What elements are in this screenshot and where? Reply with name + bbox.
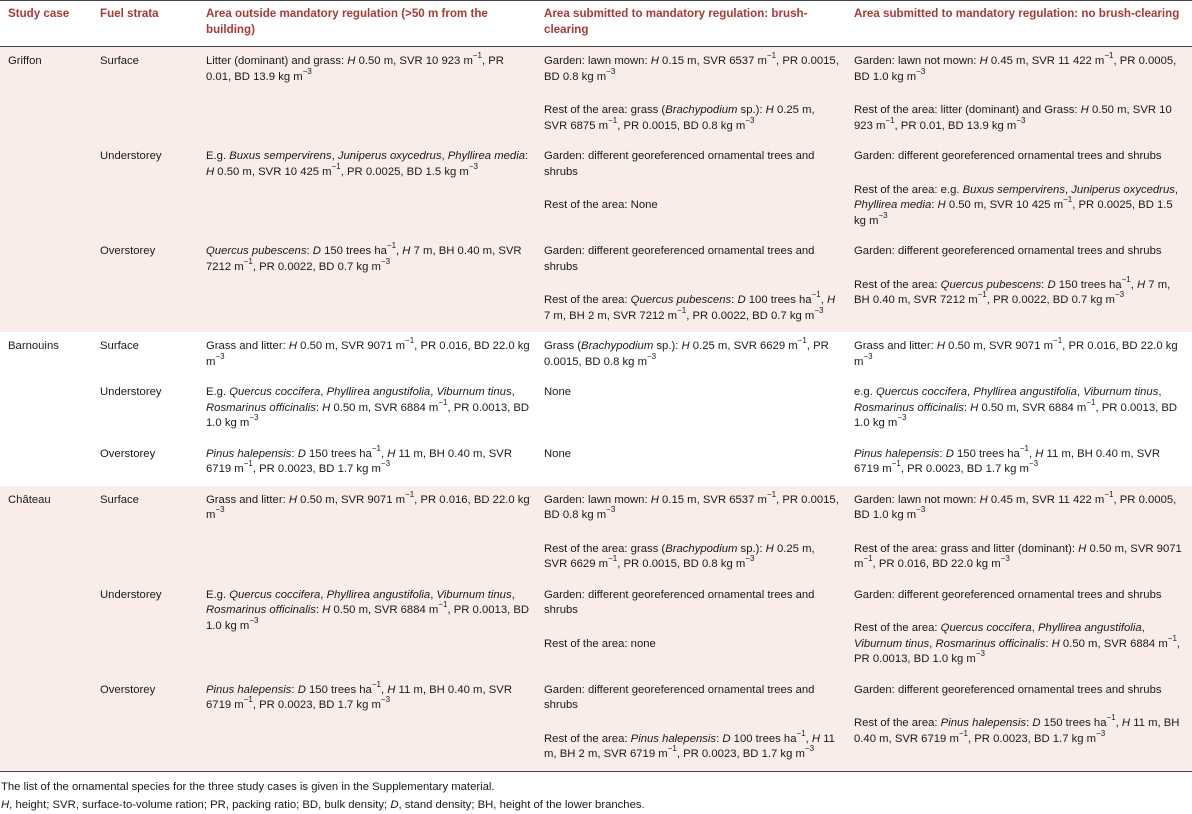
cell-study-case [0, 581, 92, 676]
cell-study-case [0, 142, 92, 237]
cell-brush-clearing [536, 47, 846, 143]
cell-fuel-strata [92, 332, 198, 378]
cell-entry: Pinus halepensis: D 150 trees $ha^{-1}$, H 11 m, BH 0.40 m, SVR 6719 $m^{-1}$, PR 0.0023, BD 1.7 kg $m^{-3}$ [854, 443, 1160, 475]
cell-entry: Overstorey [100, 447, 156, 460]
cell-fuel-strata [92, 676, 198, 772]
cell-no-brush-clearing [846, 581, 1192, 676]
cell-entry: None [544, 447, 572, 460]
cell-brush-clearing [536, 237, 846, 332]
table-header [0, 1, 1192, 47]
cell-no-brush-clearing [846, 47, 1192, 143]
cell-outside-regulation [198, 378, 536, 440]
cell-entry: Understorey [100, 150, 162, 162]
cell-no-brush-clearing [846, 142, 1192, 237]
cell-outside-regulation [198, 332, 536, 378]
cell-entry: E.g. Quercus coccifera, Phyllirea angustifolia, Viburnum tinus, Rosmarinus officinalis: H 0.50 m, SVR 6884 $m^{-1}$, PR 0.0013, BD 1.0 kg $m^{-3}$ [206, 386, 530, 429]
cell-fuel-strata [92, 47, 198, 143]
cell-brush-clearing [536, 581, 846, 676]
cell-outside-regulation [198, 142, 536, 237]
cell-fuel-strata [92, 237, 198, 332]
cell-entry: None [544, 386, 572, 398]
cell-entry: Garden: lawn mown: H 0.15 m, SVR 6537 $m^{-1}$, PR 0.0015, BD 0.8 kg $m^{-3}$ [544, 51, 839, 83]
cell-entry: Rest of the area: Quercus pubescens: D 150 trees $ha^{-1}$, H 7 m, BH 0.40 m, SVR 7212 $m^{-1}$, PR 0.0022, BD 0.7 kg $m^{-3}$ [854, 274, 1171, 306]
cell-entry: Rest of the area: None [544, 199, 658, 211]
cell-outside-regulation [198, 440, 536, 486]
cell-entry: Garden: lawn not mown: H 0.45 m, SVR 11 422 $m^{-1}$, PR 0.0005, BD 1.0 kg $m^{-3}$ [854, 489, 1177, 521]
cell-entry: Rest of the area: Pinus halepensis: D 100 trees $ha^{-1}$, H 11 m, BH 2 m, SVR 6719 $m^{-1}$, PR 0.0023, BD 1.7 kg $m^{-3}$ [544, 728, 835, 760]
cell-study-case [0, 486, 92, 581]
cell-fuel-strata [92, 142, 198, 237]
cell-fuel-strata [92, 378, 198, 440]
cell-entry: E.g. Quercus coccifera, Phyllirea angustifolia, Viburnum tinus, Rosmarinus officinalis: H 0.50 m, SVR 6884 $m^{-1}$, PR 0.0013, BD 1.0 kg $m^{-3}$ [206, 588, 530, 632]
cell-fuel-strata [92, 581, 198, 676]
cell-entry: Garden: different georeferenced ornamental trees and shrubs [854, 150, 1162, 162]
cell-entry: Rest of the area: litter (dominant) and Grass: H 0.50 m, SVR 10 923 $m^{-1}$, PR 0.01, BD 13.9 kg $m^{-3}$ [854, 104, 1172, 132]
header-no-brush-clearing: Area submitted to mandatory regulation: no brush-clearing [846, 1, 1192, 47]
cell-entry: Grass and litter: H 0.50 m, SVR 9071 $m^{-1}$, PR 0.016, BD 22.0 kg $m^{-3}$ [206, 336, 530, 368]
cell-entry: Garden: different georeferenced ornamental trees and shrubs [854, 588, 1162, 601]
cell-entry: Château [8, 493, 51, 506]
table-row [0, 440, 1192, 486]
cell-study-case [0, 378, 92, 440]
cell-entry: Garden: different georeferenced ornamental trees and shrubs [544, 683, 815, 711]
cell-entry: Rest of the area: grass (Brachypodium sp.): H 0.25 m, SVR 6629 $m^{-1}$, PR 0.0015, BD 0.8 kg $m^{-3}$ [544, 542, 815, 570]
cell-entry: Griffon [8, 55, 42, 67]
table-row [0, 581, 1192, 676]
cell-no-brush-clearing [846, 378, 1192, 440]
cell-entry: Rest of the area: grass and litter (dominant): H 0.50 m, SVR 9071 $m^{-1}$, PR 0.016, BD 22.0 kg $m^{-3}$ [854, 542, 1182, 570]
cell-no-brush-clearing [846, 676, 1192, 772]
cell-entry: Litter (dominant) and grass: H 0.50 m, SVR 10 923 $m^{-1}$, PR 0.01, BD 13.9 kg $m^{-3}$ [206, 51, 504, 83]
cell-entry: Pinus halepensis: D 150 trees $ha^{-1}$, H 11 m, BH 0.40 m, SVR 6719 $m^{-1}$, PR 0.0023, BD 1.7 kg $m^{-3}$ [206, 443, 512, 475]
cell-entry: Garden: lawn mown: H 0.15 m, SVR 6537 $m^{-1}$, PR 0.0015, BD 0.8 kg $m^{-3}$ [544, 489, 839, 521]
cell-entry: Rest of the area: grass (Brachypodium sp.): H 0.25 m, SVR 6875 $m^{-1}$, PR 0.0015, BD 0.8 kg $m^{-3}$ [544, 104, 815, 132]
cell-entry: Grass and litter: H 0.50 m, SVR 9071 $m^{-1}$, PR 0.016, BD 22.0 kg $m^{-3}$ [206, 489, 530, 521]
cell-study-case [0, 237, 92, 332]
cell-entry: Understorey [100, 588, 162, 601]
cell-brush-clearing [536, 332, 846, 378]
cell-outside-regulation [198, 237, 536, 332]
cell-entry: Surface [100, 493, 139, 506]
cell-entry: Garden: different georeferenced ornamental trees and shrubs [544, 588, 815, 616]
cell-entry: Understorey [100, 386, 162, 398]
cell-entry: Overstorey [100, 245, 156, 257]
cell-entry: Rest of the area: Quercus coccifera, Phyllirea angustifolia, Viburnum tinus, Rosmarinus officinalis: H 0.50 m, SVR 6884 $m^{-1}$, PR 0.0013, BD 1.0 kg $m^{-3}$ [854, 622, 1181, 665]
table-row [0, 676, 1192, 772]
cell-entry: Garden: different georeferenced ornamental trees and shrubs [544, 245, 815, 273]
cell-entry: Rest of the area: Quercus pubescens: D 100 trees $ha^{-1}$, H 7 m, BH 2 m, SVR 7212 $m^{-1}$, PR 0.0022, BD 0.7 kg $m^{-3}$ [544, 290, 836, 322]
cell-entry: Surface [100, 340, 139, 352]
table-row [0, 142, 1192, 237]
cell-brush-clearing [536, 378, 846, 440]
cell-entry: Pinus halepensis: D 150 trees $ha^{-1}$, H 11 m, BH 0.40 m, SVR 6719 $m^{-1}$, PR 0.0023, BD 1.7 kg $m^{-3}$ [206, 679, 512, 711]
cell-study-case [0, 440, 92, 486]
header-fuel-strata: Fuel strata [92, 1, 198, 47]
cell-no-brush-clearing [846, 486, 1192, 581]
cell-entry: Garden: lawn not mown: H 0.45 m, SVR 11 422 $m^{-1}$, PR 0.0005, BD 1.0 kg $m^{-3}$ [854, 51, 1177, 83]
table-body [0, 47, 1192, 772]
cell-entry: Garden: different georeferenced ornamental trees and shrubs [854, 245, 1162, 257]
cell-brush-clearing [536, 142, 846, 237]
cell-no-brush-clearing [846, 237, 1192, 332]
cell-entry: Quercus pubescens: D 150 trees $ha^{-1}$, H 7 m, BH 0.40 m, SVR 7212 $m^{-1}$, PR 0.0022, BD 0.7 kg $m^{-3}$ [206, 241, 522, 273]
cell-entry: Surface [100, 55, 139, 67]
note-abbreviations: H, height; SVR, surface-to-volume ration; PR, packing ratio; BD, bulk density; D, stand density; BH, height of the lower branches. [1, 798, 645, 811]
cell-study-case [0, 47, 92, 143]
cell-brush-clearing [536, 676, 846, 772]
cell-fuel-strata [92, 440, 198, 486]
cell-entry: Garden: different georeferenced ornamental trees and shrubs [854, 683, 1162, 696]
cell-brush-clearing [536, 440, 846, 486]
table-row [0, 237, 1192, 332]
cell-entry: Garden: different georeferenced ornamental trees and shrubs [544, 150, 815, 178]
cell-outside-regulation [198, 47, 536, 143]
header-study-case: Study case [0, 1, 92, 47]
cell-study-case [0, 676, 92, 772]
note-supplementary: The list of the ornamental species for the three study cases is given in the Supplementary material. [1, 780, 495, 793]
cell-fuel-strata [92, 486, 198, 581]
cell-brush-clearing [536, 486, 846, 581]
cell-outside-regulation [198, 581, 536, 676]
table-row [0, 332, 1192, 378]
cell-entry: Grass (Brachypodium sp.): H 0.25 m, SVR 6629 $m^{-1}$, PR 0.0015, BD 0.8 kg $m^{-3}$ [544, 336, 829, 368]
table-row [0, 378, 1192, 440]
cell-entry: Rest of the area: e.g. Buxus sempervirens, Juniperus oxycedrus, Phyllirea media: H 0.50 m, SVR 10 425 $m^{-1}$, PR 0.0025, BD 1.5 kg $m^{-3}$ [854, 183, 1179, 227]
table-row [0, 486, 1192, 581]
cell-entry: Overstorey [100, 683, 156, 696]
cell-no-brush-clearing [846, 332, 1192, 378]
cell-entry: Grass and litter: H 0.50 m, SVR 9071 $m^{-1}$, PR 0.016, BD 22.0 kg $m^{-3}$ [854, 336, 1178, 368]
table-notes [0, 772, 1192, 814]
cell-outside-regulation [198, 486, 536, 581]
cell-outside-regulation [198, 676, 536, 772]
table-row [0, 47, 1192, 143]
cell-entry: Rest of the area: none [544, 637, 656, 650]
cell-study-case [0, 332, 92, 378]
cell-entry: E.g. Buxus sempervirens, Juniperus oxycedrus, Phyllirea media: H 0.50 m, SVR 10 425 $m^{-1}$, PR 0.0025, BD 1.5 kg $m^{-3}$ [206, 150, 529, 178]
header-outside-regulation: Area outside mandatory regulation (>50 m from the building) [198, 1, 536, 47]
cell-entry: e.g. Quercus coccifera, Phyllirea angustifolia, Viburnum tinus, Rosmarinus officinalis: H 0.50 m, SVR 6884 $m^{-1}$, PR 0.0013, BD 1.0 kg $m^{-3}$ [854, 386, 1178, 429]
cell-entry: Barnouins [8, 340, 59, 352]
cell-no-brush-clearing [846, 440, 1192, 486]
header-brush-clearing: Area submitted to mandatory regulation: brush-clearing [536, 1, 846, 47]
cell-entry: Rest of the area: Pinus halepensis: D 150 trees $ha^{-1}$, H 11 m, BH 0.40 m, SVR 6719 $m^{-1}$, PR 0.0023, BD 1.7 kg $m^{-3}$ [854, 713, 1180, 745]
